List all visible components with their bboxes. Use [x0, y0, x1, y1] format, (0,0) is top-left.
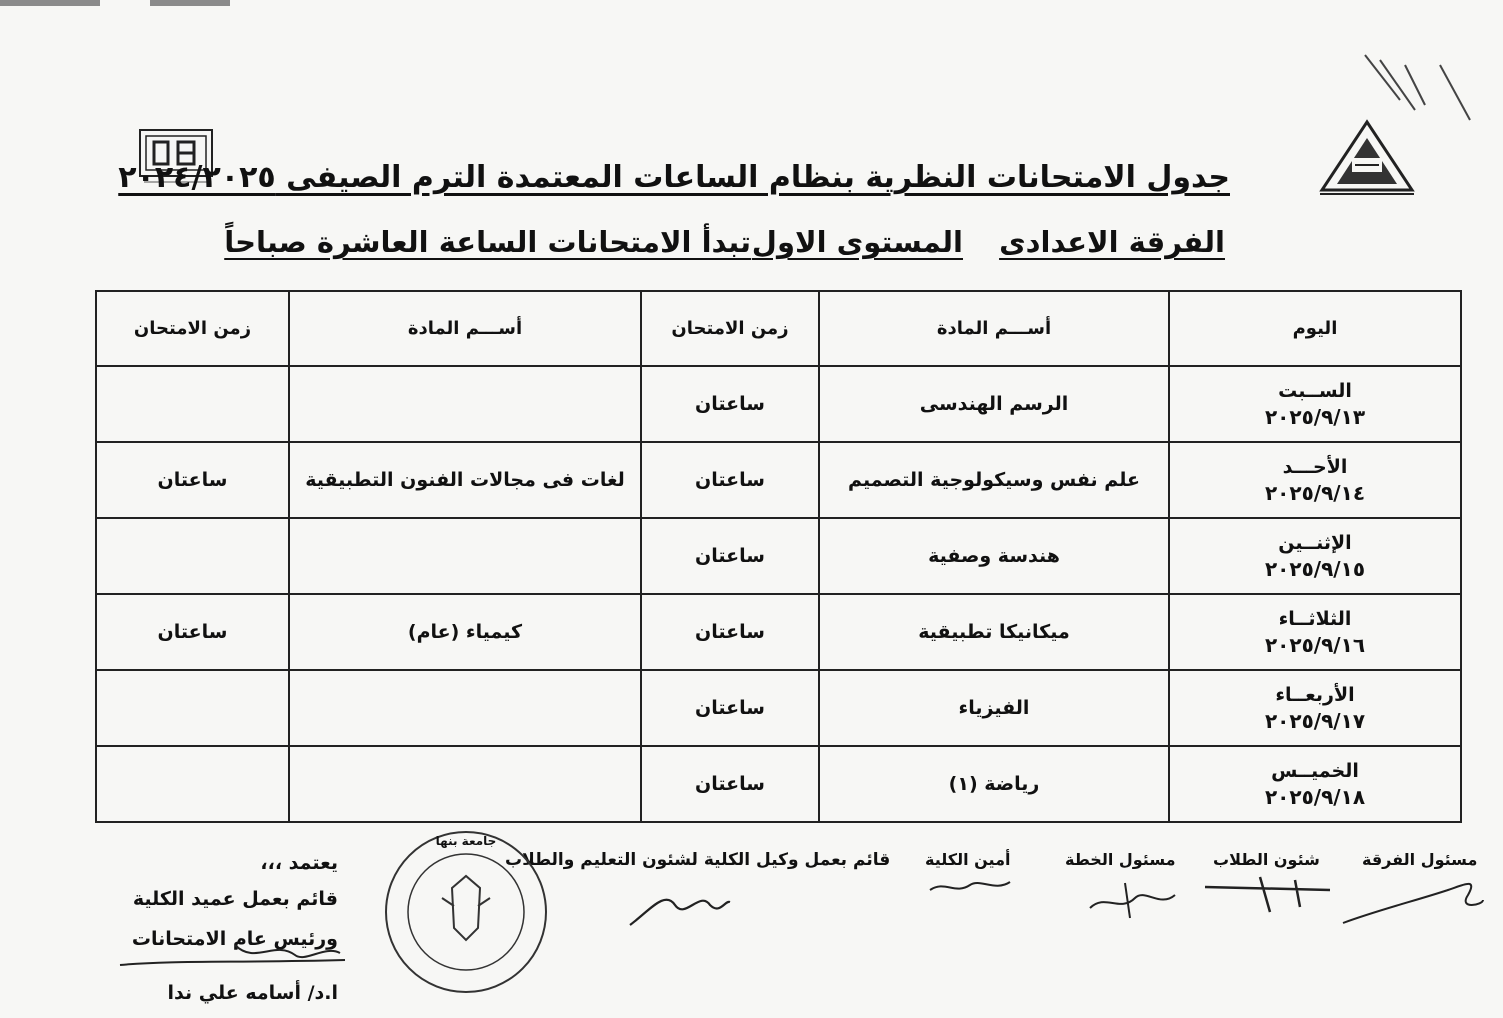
time-cell: ساعتان	[641, 442, 819, 518]
approval-line: يعتمد ،،،	[260, 852, 338, 874]
subject-cell: لغات فى مجالات الفنون التطبيقية	[289, 442, 641, 518]
day-cell	[1169, 442, 1461, 518]
day-cell	[1169, 746, 1461, 822]
table-row	[96, 746, 1461, 822]
table-header-row	[96, 291, 1461, 366]
exam-schedule-table	[95, 290, 1462, 823]
day-cell	[1169, 670, 1461, 746]
header-subject-2: أســـم المادة	[289, 291, 641, 366]
college-secretary-label: أمين الكلية	[925, 850, 1011, 869]
exam-head-title: ورئيس عام الامتحانات	[131, 928, 338, 950]
day-date: ٢٠٢٥/٩/١٤	[1264, 481, 1366, 505]
day-date: ٢٠٢٥/٩/١٧	[1264, 709, 1366, 733]
time-cell	[96, 670, 289, 746]
time-cell: ساعتان	[96, 594, 289, 670]
subject-cell: الفيزياء	[819, 670, 1169, 746]
time-cell: ساعتان	[641, 518, 819, 594]
table-row	[96, 366, 1461, 442]
day-cell	[1169, 366, 1461, 442]
subject-cell: علم نفس وسيكولوجية التصميم	[819, 442, 1169, 518]
subject-cell: رياضة (١)	[819, 746, 1169, 822]
official-stamp	[382, 828, 550, 996]
table-row	[96, 518, 1461, 594]
time-cell: ساعتان	[641, 670, 819, 746]
subject-cell: كيمياء (عام)	[289, 594, 641, 670]
day-name: الســبت	[1278, 380, 1352, 402]
student-affairs-label: شئون الطلاب	[1213, 850, 1320, 869]
subject-cell	[289, 366, 641, 442]
day-name: الأحـــد	[1282, 456, 1348, 478]
time-cell	[96, 518, 289, 594]
signature-student-affairs	[1200, 872, 1340, 917]
signature-college-secretary	[925, 870, 1015, 905]
plan-officer-label: مسئول الخطة	[1065, 850, 1176, 869]
scan-artifact	[150, 0, 230, 6]
time-cell: ساعتان	[96, 442, 289, 518]
header-time-2: زمن الامتحان	[96, 291, 289, 366]
subject-cell: الرسم الهندسى	[819, 366, 1169, 442]
signature-vice-dean	[625, 880, 735, 930]
subject-cell	[289, 670, 641, 746]
day-date: ٢٠٢٥/٩/١٥	[1264, 557, 1366, 581]
day-date: ٢٠٢٥/٩/١٦	[1264, 633, 1366, 657]
day-date: ٢٠٢٥/٩/١٨	[1264, 785, 1366, 809]
time-cell	[96, 746, 289, 822]
subject-cell: هندسة وصفية	[819, 518, 1169, 594]
header-subject-1: أســـم المادة	[819, 291, 1169, 366]
division-officer-label: مسئول الفرقة	[1362, 850, 1478, 869]
signature-plan-officer	[1085, 873, 1185, 923]
time-cell: ساعتان	[641, 746, 819, 822]
table-row	[96, 442, 1461, 518]
header-day: اليوم	[1169, 291, 1461, 366]
subject-cell: ميكانيكا تطبيقية	[819, 594, 1169, 670]
dean-name: ا.د/ أسامه علي ندا	[167, 982, 338, 1004]
page-title: جدول الامتحانات النظرية بنظام الساعات المعتمدة الترم الصيفى ٢٠٢٤/٢٠٢٥	[118, 160, 1230, 195]
day-cell	[1169, 518, 1461, 594]
time-cell: ساعتان	[641, 594, 819, 670]
level-label: المستوى الاول	[751, 225, 963, 259]
day-cell	[1169, 594, 1461, 670]
subject-cell	[289, 746, 641, 822]
day-name: الثلاثــاء	[1278, 608, 1352, 630]
dean-title: قائم بعمل عميد الكلية	[132, 888, 338, 910]
day-name: الإثنــين	[1278, 532, 1352, 554]
university-logo-icon	[1312, 118, 1422, 198]
signature-division-officer	[1338, 865, 1488, 930]
signature-dean	[115, 935, 355, 980]
day-name: الخميــس	[1271, 760, 1359, 782]
subject-cell	[289, 518, 641, 594]
time-cell: ساعتان	[641, 366, 819, 442]
day-name: الأربعــاء	[1275, 684, 1355, 706]
division-label: الفرقة الاعدادى	[999, 225, 1225, 259]
vice-dean-label: قائم بعمل وكيل الكلية لشئون التعليم والطلاب	[505, 850, 891, 870]
header-time-1: زمن الامتحان	[641, 291, 819, 366]
scan-artifact	[0, 0, 100, 6]
time-cell	[96, 366, 289, 442]
table-row	[96, 670, 1461, 746]
table-row	[96, 594, 1461, 670]
day-date: ٢٠٢٥/٩/١٣	[1264, 405, 1366, 429]
start-time-note: تبدأ الامتحانات الساعة العاشرة صباحاً	[224, 225, 751, 259]
stamp-text: جامعة بنها	[435, 834, 497, 848]
